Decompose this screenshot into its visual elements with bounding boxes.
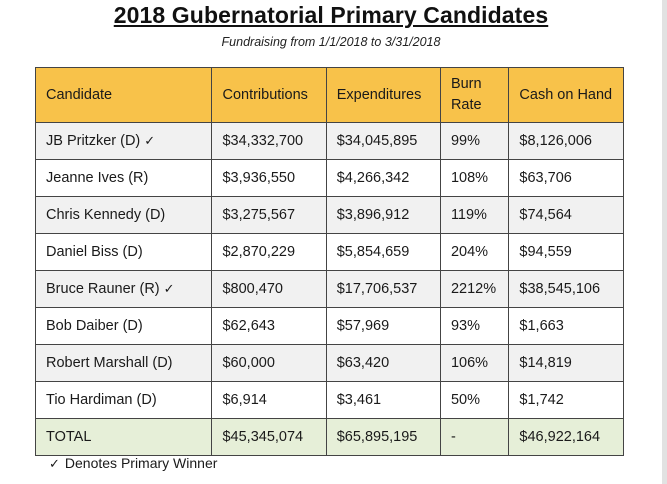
table-row	[36, 123, 624, 160]
contributions-cell-text: $3,936,550	[222, 170, 296, 186]
header-burn-rate	[440, 68, 508, 123]
expenditures-cell-text: $5,854,659	[336, 244, 410, 260]
cash-on-hand-cell-text: $74,564	[519, 207, 572, 223]
burn-rate-cell	[440, 382, 508, 419]
expenditures-cell	[326, 308, 440, 345]
contributions-cell	[212, 123, 326, 160]
check-icon: ✓	[144, 134, 156, 149]
total-label: TOTAL	[36, 419, 212, 456]
contributions-cell	[212, 308, 326, 345]
header-expenditures: Expenditures	[326, 68, 440, 123]
contributions-cell	[212, 345, 326, 382]
burn-rate-cell-text: 2212%	[450, 281, 497, 297]
cash-on-hand-cell-text: $1,742	[519, 392, 564, 408]
burn-rate-cell-text: 106%	[450, 355, 489, 371]
burn-rate-cell-text: 204%	[450, 244, 489, 260]
cash-on-hand-cell	[509, 234, 624, 271]
header-burn-line1: Burn	[450, 76, 482, 92]
cash-on-hand-cell-text: $14,819	[519, 355, 572, 371]
footnote-text: Denotes Primary Winner	[64, 455, 218, 471]
contributions-cell-text: $6,914	[222, 392, 267, 408]
cash-on-hand-cell	[509, 197, 624, 234]
table-row	[36, 197, 624, 234]
burn-rate-cell-text: 119%	[450, 207, 487, 223]
expenditures-cell	[326, 345, 440, 382]
table-row	[36, 308, 624, 345]
contributions-cell-text: $3,275,567	[222, 207, 296, 223]
candidate-cell	[36, 123, 212, 160]
expenditures-cell	[326, 123, 440, 160]
candidates-table	[35, 67, 624, 456]
burn-rate-cell-text: 93%	[450, 318, 480, 334]
burn-rate-cell	[440, 271, 508, 308]
page-subtitle: Fundraising from 1/1/2018 to 3/31/2018	[221, 35, 441, 49]
burn-rate-cell	[440, 345, 508, 382]
footnote	[49, 455, 217, 472]
candidate-cell	[36, 160, 212, 197]
header-burn-line2: Rate	[450, 97, 482, 113]
contributions-cell-text: $34,332,700	[222, 133, 304, 149]
burn-rate-cell	[440, 197, 508, 234]
page-edge	[662, 0, 667, 484]
burn-rate-cell-text: 50%	[450, 392, 480, 408]
candidate-cell-text: Tio Hardiman (D)	[46, 392, 157, 408]
contributions-cell-text: $60,000	[222, 355, 275, 371]
expenditures-cell-text: $63,420	[336, 355, 390, 371]
header-contributions: Contributions	[212, 68, 326, 123]
burn-rate-cell	[440, 234, 508, 271]
total-contributions: $45,345,074	[212, 419, 326, 456]
expenditures-cell-text: $4,266,342	[336, 170, 410, 186]
total-burn-rate: -	[440, 419, 508, 456]
burn-rate-cell	[440, 123, 508, 160]
page-title: 2018 Gubernatorial Primary Candidates	[113, 2, 549, 28]
candidate-cell-text: JB Pritzker (D)	[46, 133, 141, 149]
expenditures-cell-text: $34,045,895	[336, 133, 418, 149]
expenditures-cell-text: $17,706,537	[336, 281, 418, 297]
table-row	[36, 271, 624, 308]
check-icon: ✓	[163, 282, 175, 297]
candidate-cell	[36, 234, 212, 271]
expenditures-cell	[326, 382, 440, 419]
total-expenditures: $65,895,195	[326, 419, 440, 456]
table-row	[36, 345, 624, 382]
table-header-row	[36, 68, 624, 123]
burn-rate-cell-text: 99%	[450, 133, 480, 149]
expenditures-cell	[326, 271, 440, 308]
contributions-cell-text: $2,870,229	[222, 244, 296, 260]
candidate-cell-text: Bob Daiber (D)	[46, 318, 143, 334]
contributions-cell	[212, 382, 326, 419]
total-cash-on-hand: $46,922,164	[509, 419, 624, 456]
header-candidate: Candidate	[36, 68, 212, 123]
burn-rate-cell	[440, 308, 508, 345]
candidate-cell-text: Bruce Rauner (R)	[46, 281, 160, 297]
contributions-cell-text: $800,470	[222, 281, 283, 297]
burn-rate-cell-text: 108%	[450, 170, 489, 186]
candidate-cell	[36, 382, 212, 419]
candidate-cell-text: Daniel Biss (D)	[46, 244, 143, 260]
table-row	[36, 382, 624, 419]
candidate-cell	[36, 308, 212, 345]
expenditures-cell	[326, 234, 440, 271]
cash-on-hand-cell	[509, 345, 624, 382]
contributions-cell	[212, 160, 326, 197]
cash-on-hand-cell-text: $8,126,006	[519, 133, 592, 149]
burn-rate-cell	[440, 160, 508, 197]
candidate-cell	[36, 197, 212, 234]
table-row	[36, 234, 624, 271]
candidate-cell	[36, 345, 212, 382]
cash-on-hand-cell	[509, 308, 624, 345]
cash-on-hand-cell-text: $1,663	[519, 318, 564, 334]
contributions-cell	[212, 234, 326, 271]
cash-on-hand-cell	[509, 160, 624, 197]
expenditures-cell-text: $57,969	[336, 318, 390, 334]
contributions-cell-text: $62,643	[222, 318, 275, 334]
total-row	[36, 419, 624, 456]
contributions-cell	[212, 271, 326, 308]
cash-on-hand-cell	[509, 382, 624, 419]
contributions-cell	[212, 197, 326, 234]
candidate-cell-text: Jeanne Ives (R)	[46, 170, 149, 186]
cash-on-hand-cell-text: $94,559	[519, 244, 572, 260]
expenditures-cell	[326, 160, 440, 197]
cash-on-hand-cell	[509, 123, 624, 160]
cash-on-hand-cell-text: $38,545,106	[519, 281, 601, 297]
expenditures-cell	[326, 197, 440, 234]
header-cash-on-hand: Cash on Hand	[509, 68, 624, 123]
cash-on-hand-cell-text: $63,706	[519, 170, 572, 186]
expenditures-cell-text: $3,896,912	[336, 207, 410, 223]
check-icon: ✓	[49, 457, 60, 472]
expenditures-cell-text: $3,461	[336, 392, 382, 408]
candidate-cell-text: Robert Marshall (D)	[46, 355, 173, 371]
table-row	[36, 160, 624, 197]
candidate-cell	[36, 271, 212, 308]
candidate-cell-text: Chris Kennedy (D)	[46, 207, 166, 223]
cash-on-hand-cell	[509, 271, 624, 308]
